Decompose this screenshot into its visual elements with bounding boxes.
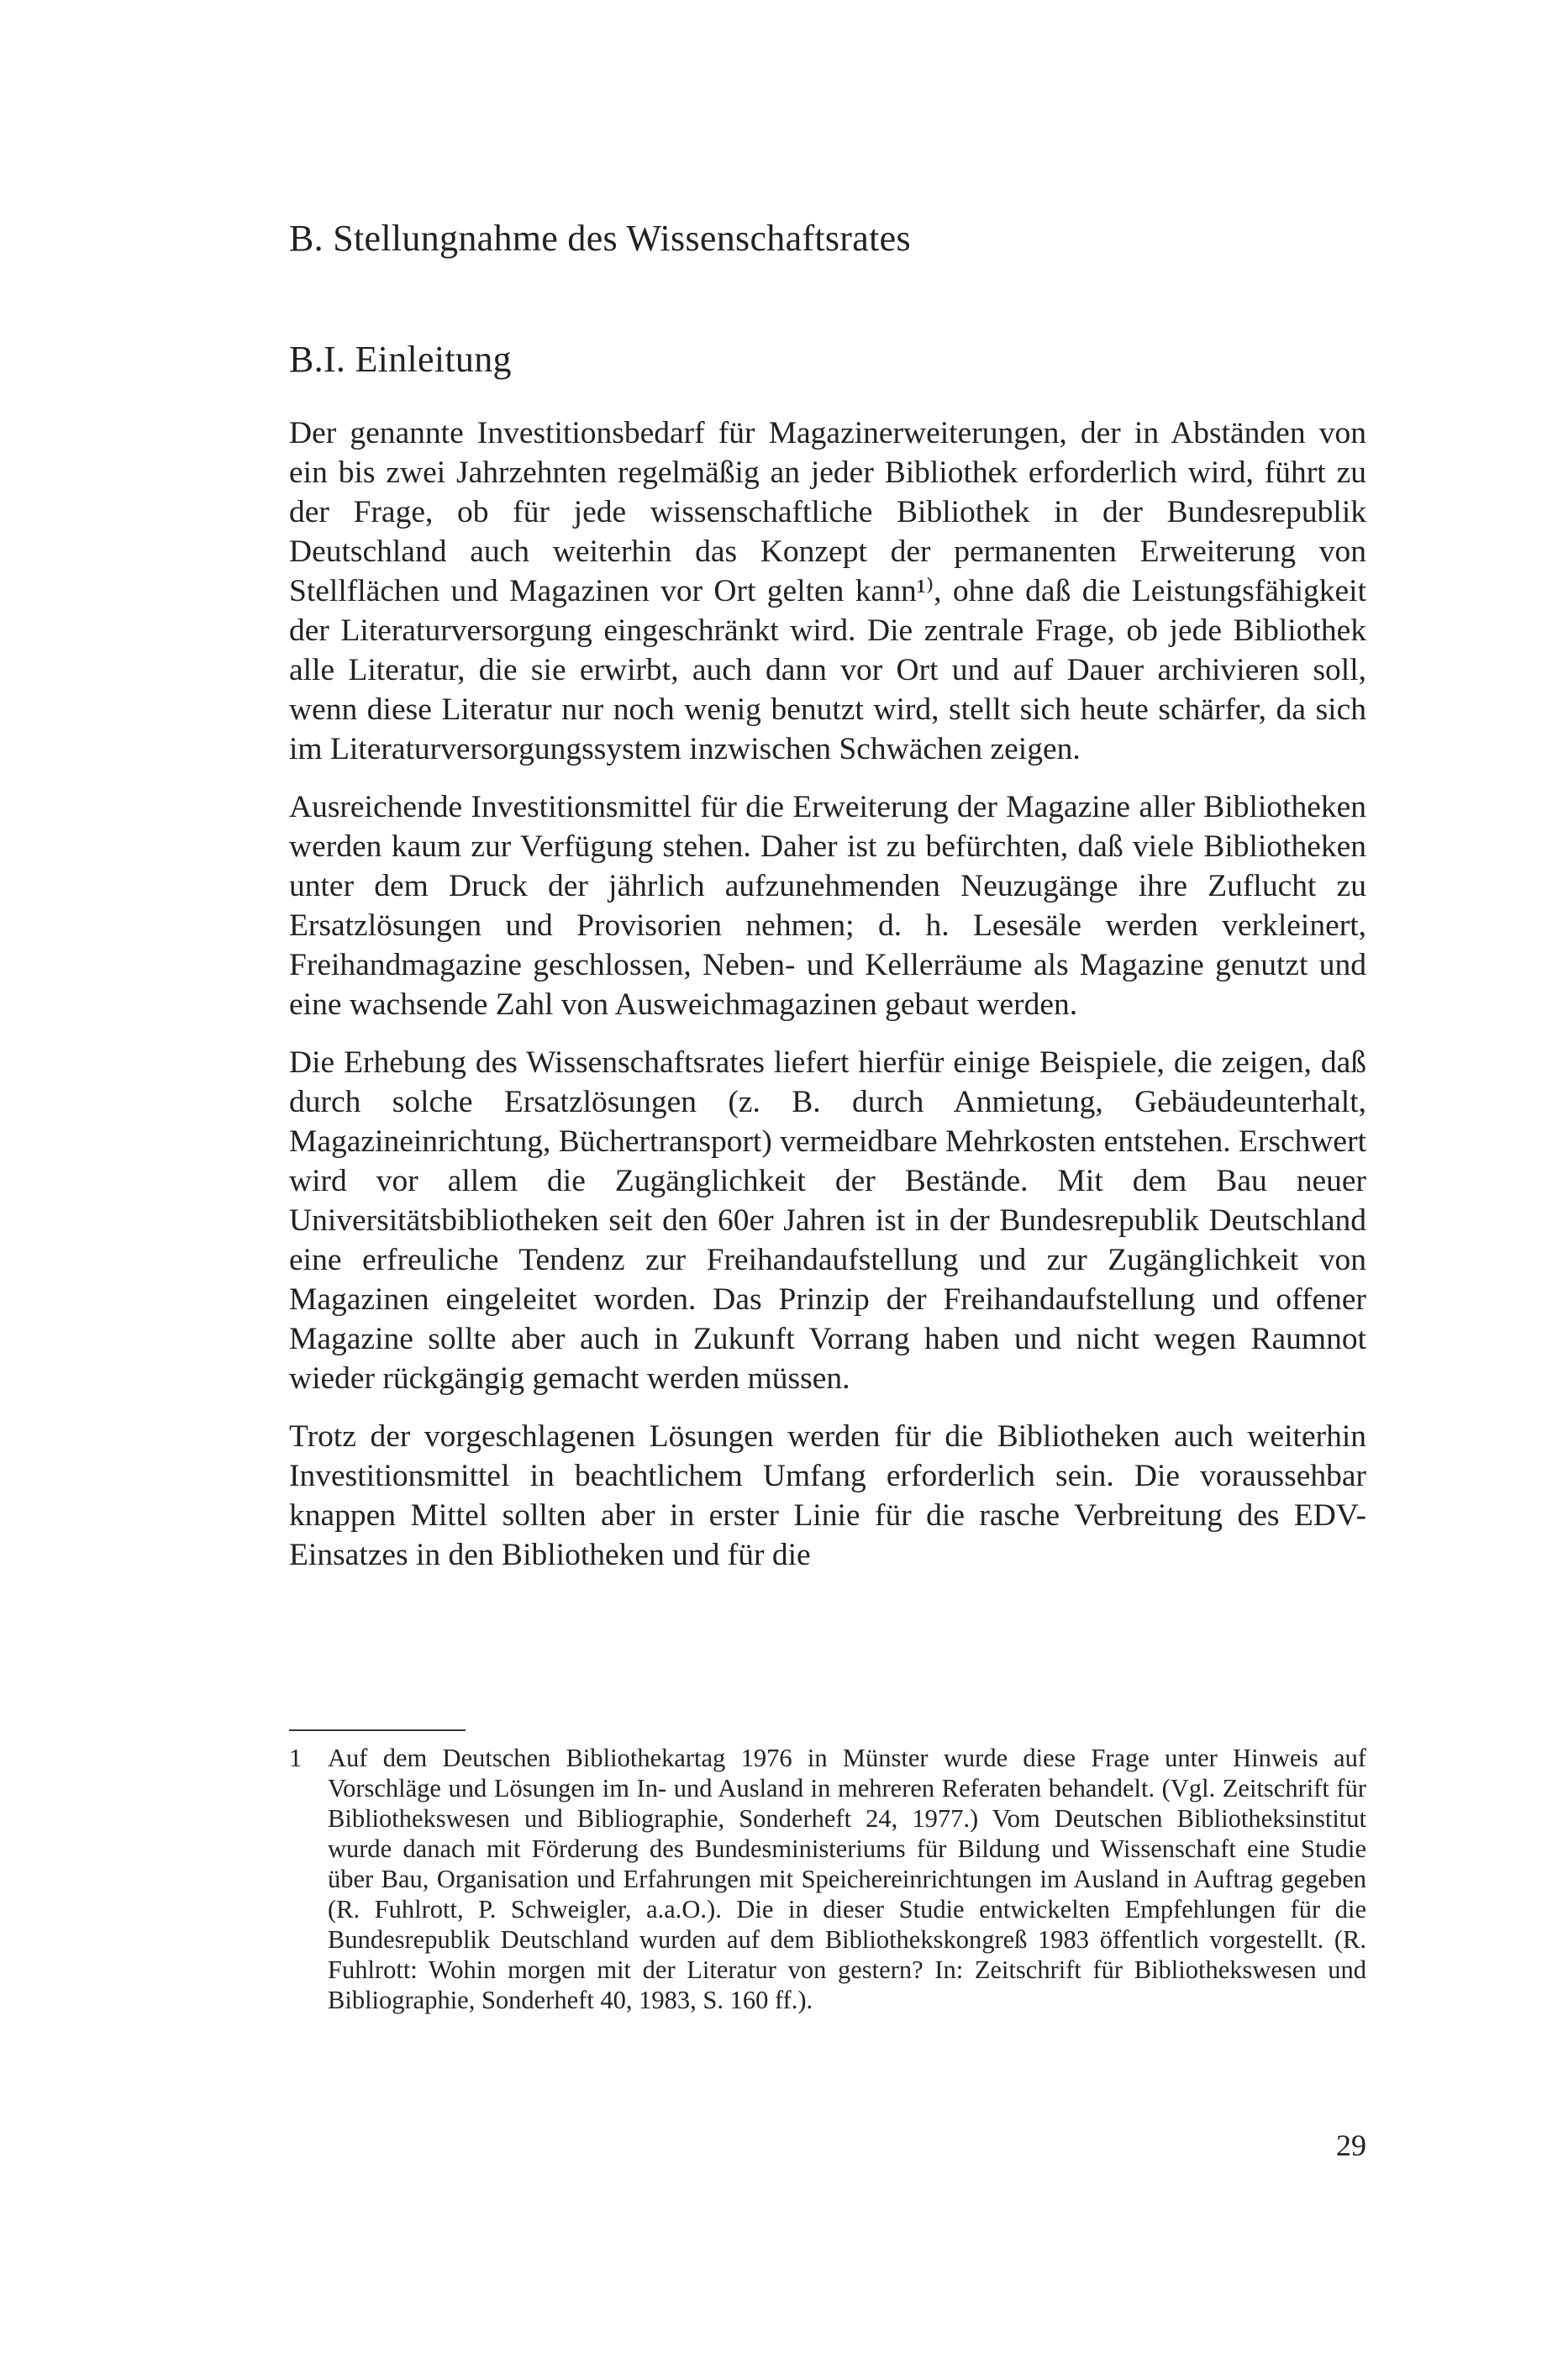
paragraph-1: Der genannte Investitionsbedarf für Magazinerweiterungen, der in Abständen von ein bis zwei Jahrzehnten regelmäßig an jeder Bibliothek erforderlich wird, führt zu der Frage, ob für jede wissenschaftliche Bibliothek in der Bundesrepublik Deutschland auch weiterhin das Konzept der permanenten Erweiterung von Stellflächen und Magazinen vor Ort gelten kann¹⁾, ohne daß die Leistungsfähigkeit der Literaturversorgung eingeschränkt wird. Die zentrale Frage, ob jede Bibliothek alle Literatur, die sie erwirbt, auch dann vor Ort und auf Dauer archivieren soll, wenn diese Literatur nur noch wenig benutzt wird, stellt sich heute schärfer, da sich im Literaturversorgungssystem inzwischen Schwächen zeigen. bbox=[289, 416, 1366, 766]
paragraph-2: Ausreichende Investitionsmittel für die Erweiterung der Magazine aller Bibliotheken werden kaum zur Verfügung stehen. Daher ist zu befürchten, daß viele Bibliotheken unter dem Druck der jährlich aufzunehmenden Neuzugänge ihre Zuflucht zu Ersatzlösungen und Provisorien nehmen; d. h. Lesesäle werden verkleinert, Freihandmagazine geschlossen, Neben- und Kellerräume als Magazine genutzt und eine wachsende Zahl von Ausweichmagazinen gebaut werden. bbox=[289, 790, 1366, 1022]
subsection-heading: B.I. Einleitung bbox=[289, 339, 512, 380]
footnote bbox=[289, 1743, 1366, 2015]
footnote-marker: 1 bbox=[289, 1744, 303, 1772]
page-number: 29 bbox=[1336, 2129, 1366, 2162]
footnote-divider bbox=[289, 1729, 466, 1731]
paragraph-4: Trotz der vorgeschlagenen Lösungen werden für die Bibliotheken auch weiterhin Investitionsmittel in beachtlichem Umfang erforderlich sein. Die voraussehbar knappen Mittel sollten aber in erster Linie für die rasche Verbreitung des EDV-Einsatzes in den Bibliotheken und für die bbox=[289, 1419, 1366, 1572]
paragraph-3: Die Erhebung des Wissenschaftsrates liefert hierfür einige Beispiele, die zeigen, daß durch solche Ersatzlösungen (z. B. durch Anmietung, Gebäudeunterhalt, Magazineinrichtung, Büchertransport) vermeidbare Mehrkosten entstehen. Erschwert wird vor allem die Zugänglichkeit der Bestände. Mit dem Bau neuer Universitätsbibliotheken seit den 60er Jahren ist in der Bundesrepublik Deutschland eine erfreuliche Tendenz zur Freihandaufstellung und zur Zugänglichkeit von Magazinen eingeleitet worden. Das Prinzip der Freihandaufstellung und offener Magazine sollte aber auch in Zukunft Vorrang haben und nicht wegen Raumnot wieder rückgängig gemacht werden müssen. bbox=[289, 1045, 1366, 1396]
body-text bbox=[289, 413, 1366, 1593]
footnote-text: Auf dem Deutschen Bibliothekartag 1976 in Münster wurde diese Frage unter Hinweis auf Vorschläge und Lösungen im In- und Ausland in mehreren Referaten behandelt. (Vgl. Zeitschrift für Bibliothekswesen und Bibliographie, Sonderheft 24, 1977.) Vom Deutschen Bibliotheksinstitut wurde danach mit Förderung des Bundesministeriums für Bildung und Wissenschaft eine Studie über Bau, Organisation und Erfahrungen mit Speichereinrichtungen im Ausland in Auftrag gegeben (R. Fuhlrott, P. Schweigler, a.a.O.). Die in dieser Studie entwickelten Empfehlungen für die Bundesrepublik Deutschland wurden auf dem Bibliothekskongreß 1983 öffentlich vorgestellt. (R. Fuhlrott: Wohin morgen mit der Literatur von gestern? In: Zeitschrift für Bibliothekswesen und Bibliographie, Sonderheft 40, 1983, S. 160 ff.). bbox=[328, 1744, 1366, 2014]
section-heading: B. Stellungnahme des Wissenschaftsrates bbox=[289, 218, 911, 259]
